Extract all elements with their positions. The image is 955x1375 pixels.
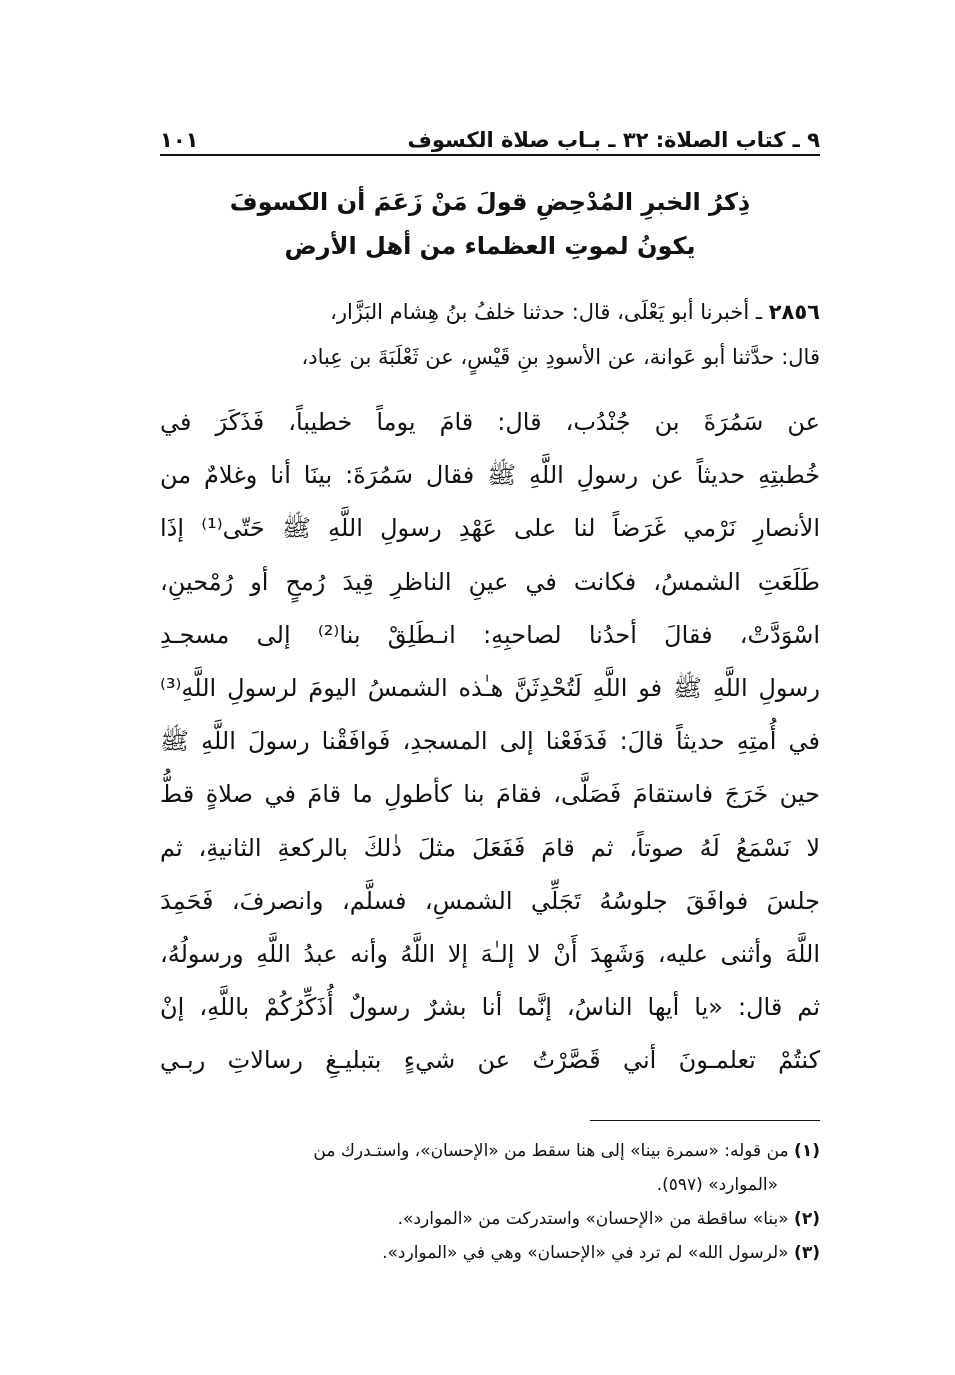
isnad-line: قال: حدَّثنا أبو عَوانة، عن الأسودِ بنِ قَيْسٍ، عن ثَعْلَبَةَ بن عِباد، — [301, 345, 820, 369]
hadith-isnad — [160, 290, 820, 380]
header-divider — [160, 154, 820, 156]
running-title: ٩ ـ كتاب الصلاة: ٣٢ ـ بـاب صلاة الكسوف — [407, 128, 820, 152]
footnote-text: «لرسول الله» لم ترد في «الإحسان» وهي في «الموارد». — [382, 1243, 795, 1263]
matn-line: اسْوَدَّتْ، فقالَ أحدُنا لصاحبِهِ: انـطَلِقْ بنا⁽²⁾ إلى مسجـدِ — [160, 620, 820, 649]
footnote-number: (٢) — [794, 1209, 820, 1229]
matn-line: اللَّهَ وأثنى عليه، وَشَهِدَ أَنْ لا إلـٰهَ إلا اللَّهُ وأنه عبدُ اللَّهِ ورسولُهُ، — [160, 940, 820, 969]
matn-line: حين خَرَجَ فاستقامَ فَصَلَّى، فقامَ بنا كأطولِ ما قامَ في صلاةٍ قطُّ — [160, 780, 820, 809]
chapter-title — [160, 180, 820, 268]
matn-line: طَلَعَتِ الشمسُ، فكانت في عينِ الناظرِ قِيدَ رُمحٍ أو رُمْحينِ، — [160, 567, 820, 596]
matn-line: رسولِ اللَّهِ ﷺ فو اللَّهِ لَتُحْدِثَنَّ هـٰذه الشمسُ اليومَ لرسولِ اللَّهِ⁽³⁾ — [160, 674, 820, 703]
footnote-text: من قوله: «سمرة بينا» إلى هنا سقط من «الإحسان»، واستـدرك من — [313, 1141, 795, 1161]
footnote-1 — [160, 1134, 820, 1168]
footnotes — [160, 1134, 820, 1270]
footnote-divider — [590, 1120, 820, 1121]
chapter-title-line: يكونُ لموتِ العظماء من أهل الأرض — [284, 232, 696, 260]
footnote-number: (٣) — [794, 1243, 820, 1263]
matn-line: جلسَ فوافَقَ جلوسُهُ تَجَلِّي الشمسِ، فسلَّم، وانصرفَ، فَحَمِدَ — [160, 886, 820, 915]
footnote-text: «بنا» ساقطة من «الإحسان» واستدركت من «الموارد». — [397, 1209, 795, 1229]
hadith-matn — [160, 396, 820, 1088]
page-number: ١٠١ — [160, 128, 199, 152]
matn-line: في أُمتِهِ حديثاً قالَ: فَدَفَعْنا إلى المسجدِ، فَوافَقْنا رسولَ اللَّهِ ﷺ — [160, 727, 820, 756]
matn-line: كنتُمْ تعلمـونَ أني قَصَّرْتُ عن شيءٍ بتبليـغِ رسالاتِ ربـي — [160, 1046, 820, 1075]
footnote-2 — [160, 1202, 820, 1236]
matn-line: خُطبتِهِ حديثاً عن رسولِ اللَّهِ ﷺ فقال سَمُرَةَ: بينَا أنا وغلامٌ من — [160, 461, 820, 490]
footnote-1-continued: «الموارد» (٥٩٧). — [656, 1175, 778, 1195]
footnote-3 — [160, 1236, 820, 1270]
running-header — [160, 112, 820, 152]
chapter-title-line: ذِكرُ الخبرِ المُدْحِضِ قولَ مَنْ زَعَمَ أن الكسوفَ — [229, 188, 751, 216]
matn-line: عن سَمُرَةَ بن جُنْدُب، قال: قامَ يوماً خطيباً، فَذَكَرَ في — [160, 408, 820, 436]
footnote-number: (١) — [794, 1141, 820, 1161]
matn-line: ثم قال: «يا أيها الناسُ، إنَّما أنا بشرٌ رسولٌ أُذَكِّرُكُمْ باللَّهِ، إنْ — [160, 993, 820, 1022]
matn-line: لا نَسْمَعُ لَهُ صوتاً، ثم قامَ فَفَعَلَ مثلَ ذٰلكَ بالركعةِ الثانيةِ، ثم — [160, 833, 820, 862]
isnad-line — [160, 290, 820, 335]
isnad-text: ـ أخبرنا أبو يَعْلَى، قال: حدثنا خلفُ بنُ هِشام البَزَّار، — [330, 300, 769, 324]
hadith-number: ٢٨٥٦ — [768, 300, 820, 324]
matn-line: الأنصارِ نَرْمي غَرَضاً لنا على عَهْدِ رسولِ اللَّهِ ﷺ حَتّى⁽¹⁾ إذَا — [160, 514, 821, 543]
